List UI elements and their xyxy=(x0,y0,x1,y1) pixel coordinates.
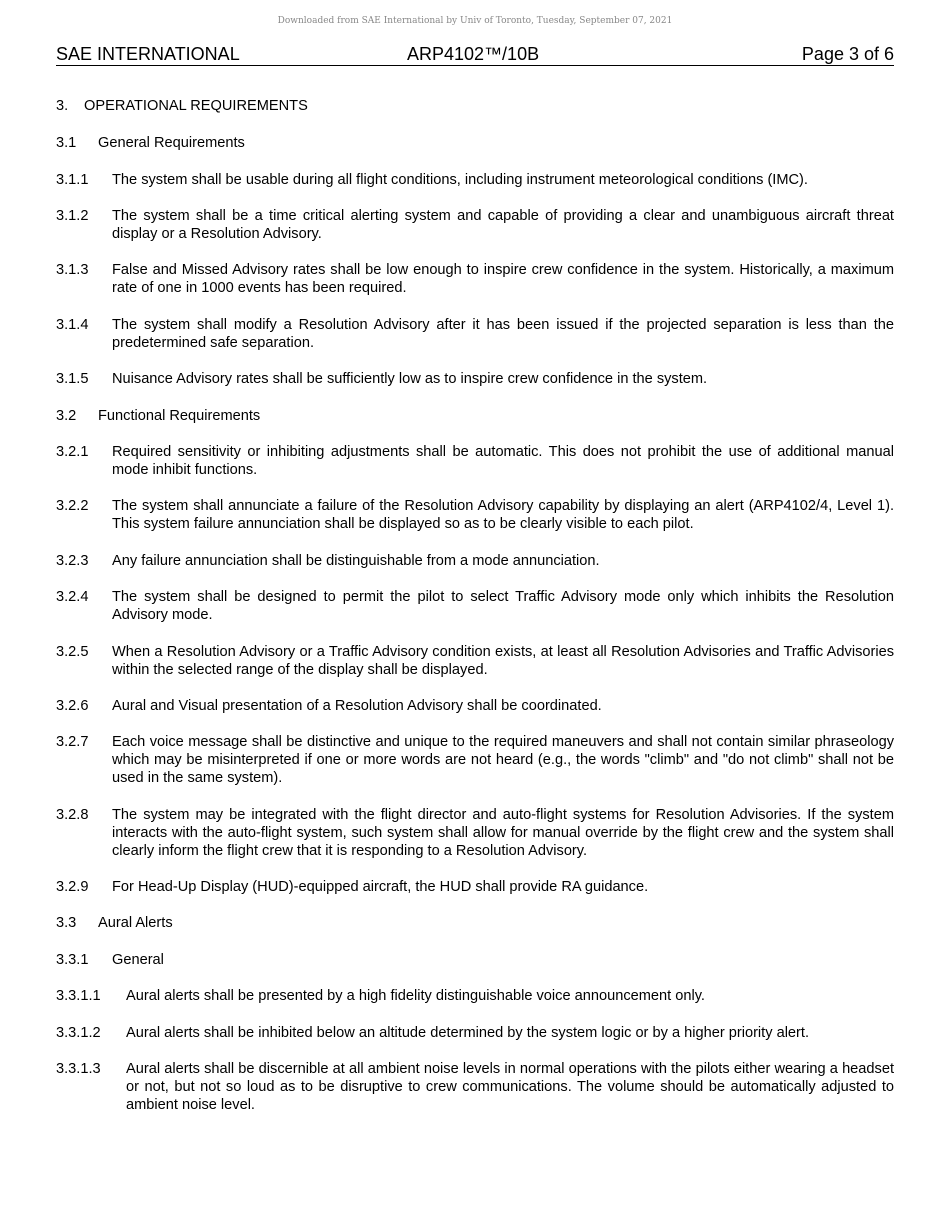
requirement-paragraph xyxy=(56,1060,894,1114)
section-number: 3.2.8 xyxy=(56,807,89,823)
requirement-paragraph xyxy=(56,552,894,570)
section-number: 3.2.6 xyxy=(56,698,89,714)
section-title: Functional Requirements xyxy=(98,408,261,424)
header-page-number: Page 3 of 6 xyxy=(801,44,894,64)
requirement-paragraph xyxy=(56,370,894,388)
requirement-paragraph xyxy=(56,987,894,1005)
section-number: 3.3.1.1 xyxy=(56,988,101,1004)
header-document-number: ARP4102™/10B xyxy=(407,44,540,64)
requirement-paragraph xyxy=(56,588,894,624)
section-number: 3.2.1 xyxy=(56,444,89,460)
section-number: 3.1.1 xyxy=(56,172,89,188)
requirement-paragraph xyxy=(56,806,894,860)
requirement-paragraph xyxy=(56,643,894,679)
requirement-paragraph xyxy=(56,261,894,297)
section-number: 3. xyxy=(56,98,69,114)
requirement-paragraph xyxy=(56,1024,894,1042)
requirement-text: The system shall annunciate a failure of the Resolution Advisory capability by displaying an alert (ARP4102/4, Level 1). This system failure annunciation shall be displayed so as to be clearly visible to each pilot. xyxy=(112,498,894,532)
requirement-text: Aural and Visual presentation of a Resolution Advisory shall be coordinated. xyxy=(112,698,602,714)
requirement-text: False and Missed Advisory rates shall be low enough to inspire crew confidence in the system. Historically, a maximum rate of one in 1000 events has been required. xyxy=(112,262,894,296)
requirement-text: The system shall be a time critical alerting system and capable of providing a clear and unambiguous aircraft threat display or a Resolution Advisory. xyxy=(112,208,894,242)
section-number: 3.2.3 xyxy=(56,553,89,569)
section-number: 3.1 xyxy=(56,135,77,151)
requirement-text: Aural alerts shall be inhibited below an altitude determined by the system logic or by a higher priority alert. xyxy=(126,1025,810,1041)
requirement-text: The system shall modify a Resolution Advisory after it has been issued if the projected separation is less than the predetermined safe separation. xyxy=(112,317,894,351)
requirement-text: The system shall be designed to permit the pilot to select Traffic Advisory mode only which inhibits the Resolution Advisory mode. xyxy=(112,589,894,623)
section-title: Aural Alerts xyxy=(98,915,173,931)
requirement-text: Required sensitivity or inhibiting adjustments shall be automatic. This does not prohibit the use of additional manual mode inhibit functions. xyxy=(112,444,894,478)
section-heading xyxy=(56,97,894,115)
section-number: 3.2.7 xyxy=(56,734,89,750)
section-number: 3.2.9 xyxy=(56,879,89,895)
requirement-text: Aural alerts shall be presented by a high fidelity distinguishable voice announcement only. xyxy=(126,988,705,1004)
document-body xyxy=(56,97,894,1114)
section-number: 3.1.5 xyxy=(56,371,89,387)
subsection-heading xyxy=(56,914,894,932)
subsection-heading xyxy=(56,134,894,152)
section-number: 3.2.2 xyxy=(56,498,89,514)
section-number: 3.1.3 xyxy=(56,262,89,278)
section-number: 3.1.2 xyxy=(56,208,89,224)
section-number: 3.3.1.3 xyxy=(56,1061,101,1077)
section-number: 3.2 xyxy=(56,408,77,424)
section-title: General xyxy=(112,952,164,968)
download-watermark: Downloaded from SAE International by Univ of Toronto, Tuesday, September 07, 2021 xyxy=(277,16,673,26)
requirement-paragraph xyxy=(56,697,894,715)
section-number: 3.2.5 xyxy=(56,644,89,660)
requirement-text: Aural alerts shall be discernible at all ambient noise levels in normal operations with the pilots either wearing a headset or not, but not so loud as to be disruptive to crew communications. The volume should be automatically adjusted to ambient noise level. xyxy=(126,1061,894,1113)
requirement-paragraph xyxy=(56,497,894,533)
requirement-paragraph xyxy=(56,878,894,896)
requirement-text: The system may be integrated with the flight director and auto-flight systems for Resolution Advisories. If the system interacts with the auto-flight system, such system shall allow for manual override by the flight crew and the system shall clearly inform the flight crew that it is responding to a Resolution Advisory. xyxy=(112,807,894,859)
section-number: 3.3 xyxy=(56,915,77,931)
section-title: General Requirements xyxy=(98,135,245,151)
subsection-heading xyxy=(56,951,894,969)
requirement-text: When a Resolution Advisory or a Traffic Advisory condition exists, at least all Resolution Advisories and Traffic Advisories within the selected range of the display shall be displayed. xyxy=(112,644,894,678)
requirement-text: Nuisance Advisory rates shall be sufficiently low as to inspire crew confidence in the system. xyxy=(112,371,708,387)
subsection-heading xyxy=(56,407,894,425)
requirement-paragraph xyxy=(56,443,894,479)
requirement-paragraph xyxy=(56,733,894,787)
requirement-paragraph xyxy=(56,207,894,243)
section-number: 3.3.1 xyxy=(56,952,89,968)
requirement-text: The system shall be usable during all flight conditions, including instrument meteorological conditions (IMC). xyxy=(112,172,808,188)
requirement-text: Each voice message shall be distinctive and unique to the required maneuvers and shall not contain similar phraseology which may be misinterpreted if one or more words are not heard (e.g., the words "climb" and "do not climb" shall not be used in the same system). xyxy=(112,734,894,786)
requirement-text: Any failure annunciation shall be distinguishable from a mode annunciation. xyxy=(112,553,600,569)
section-number: 3.1.4 xyxy=(56,317,89,333)
requirement-text: For Head-Up Display (HUD)-equipped aircraft, the HUD shall provide RA guidance. xyxy=(112,879,649,895)
requirement-paragraph xyxy=(56,171,894,189)
requirement-paragraph xyxy=(56,316,894,352)
header-organization: SAE INTERNATIONAL xyxy=(56,44,240,64)
page-header xyxy=(56,43,894,66)
section-number: 3.3.1.2 xyxy=(56,1025,101,1041)
section-number: 3.2.4 xyxy=(56,589,89,605)
section-title: OPERATIONAL REQUIREMENTS xyxy=(84,98,308,114)
